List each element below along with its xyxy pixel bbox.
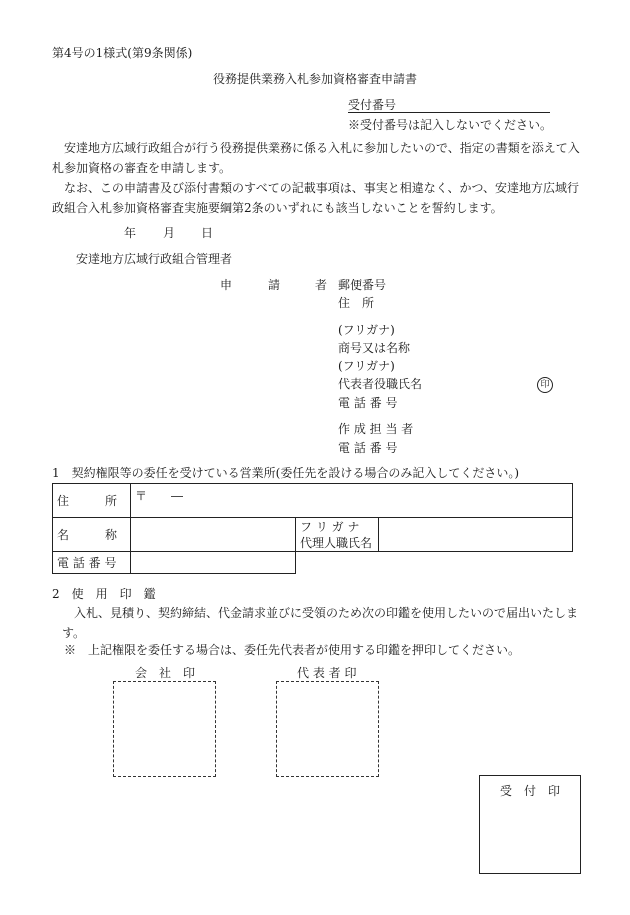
representative-seal-label: 代 表 者 印	[297, 666, 357, 680]
preparer-label: 作 成 担 当 者	[338, 422, 414, 436]
reception-note: ※受付番号は記入しないでください。	[348, 118, 553, 132]
office-phone-cell[interactable]	[131, 552, 296, 574]
application-paragraph: 安達地方広域行政組合が行う役務提供業務に係る入札に参加したいので、指定の書類を添えて入札参加資格の審査を申請します。	[52, 141, 580, 175]
representative-label: 代表者役職氏名	[338, 377, 423, 391]
form-reference: 第4号の1様式(第9条関係)	[52, 46, 193, 60]
date-month: 月	[163, 226, 176, 240]
document-title: 役務提供業務入札参加資格審査申請書	[212, 72, 417, 86]
postal-mark: 〒 ―	[135, 489, 184, 503]
agent-name-cell[interactable]	[379, 518, 573, 552]
date-year: 年	[124, 226, 137, 240]
seal-delegation-note: ※ 上記権限を委任する場合は、委任先代表者が使用する印鑑を押印してください。	[64, 643, 521, 657]
office-name-cell[interactable]	[131, 518, 296, 552]
reception-number-label: 受付番号	[348, 98, 397, 112]
applicant-label-char: 請	[268, 278, 281, 292]
company-seal-label: 会 社 印	[135, 666, 196, 680]
representative-seal-box	[276, 681, 379, 777]
section2-heading: 2 使 用 印 鑑	[52, 587, 156, 601]
furigana-label: (フリガナ)	[338, 323, 395, 337]
agent-name-label	[296, 518, 379, 552]
receipt-seal-label: 受 付 印	[499, 784, 560, 798]
agent-furigana-label: フ リ ガ ナ	[300, 519, 360, 534]
agent-title-label: 代理人職氏名	[300, 535, 373, 550]
company-name-label: 商号又は名称	[338, 341, 411, 355]
office-address-cell[interactable]	[131, 484, 573, 518]
office-name-label: 名 称	[53, 518, 131, 552]
applicant-label-char: 者	[315, 278, 328, 292]
company-seal-box	[113, 681, 216, 777]
address-label: 住 所	[338, 296, 375, 310]
postal-code-label: 郵便番号	[338, 278, 387, 292]
delegated-office-table	[52, 483, 573, 574]
pledge-paragraph: なお、この申請書及び添付書類のすべての記載事項は、事実と相違なく、かつ、安達地方広域行政組合入札参加資格審査実施要綱第2条のいずれにも該当しないことを誓約します。	[52, 181, 580, 215]
phone-label: 電 話 番 号	[338, 396, 398, 410]
office-address-label: 住 所	[53, 484, 131, 518]
office-phone-label: 電 話 番 号	[53, 552, 131, 574]
seal-mark: 印	[537, 377, 553, 393]
seal-usage-text: 入札、見積り、契約締結、代金請求並びに受領のため次の印鑑を使用したいので届出いたします。	[62, 606, 579, 640]
preparer-phone-label: 電 話 番 号	[338, 441, 398, 455]
furigana-label: (フリガナ)	[338, 359, 395, 373]
reception-number-field	[348, 98, 550, 113]
receipt-seal-box	[479, 775, 581, 874]
addressee: 安達地方広域行政組合管理者	[76, 252, 233, 266]
section1-heading: 1 契約権限等の委任を受けている営業所(委任先を設ける場合のみ記入してください。)	[52, 466, 520, 480]
applicant-label-char: 申	[220, 278, 233, 292]
date-day: 日	[201, 226, 214, 240]
